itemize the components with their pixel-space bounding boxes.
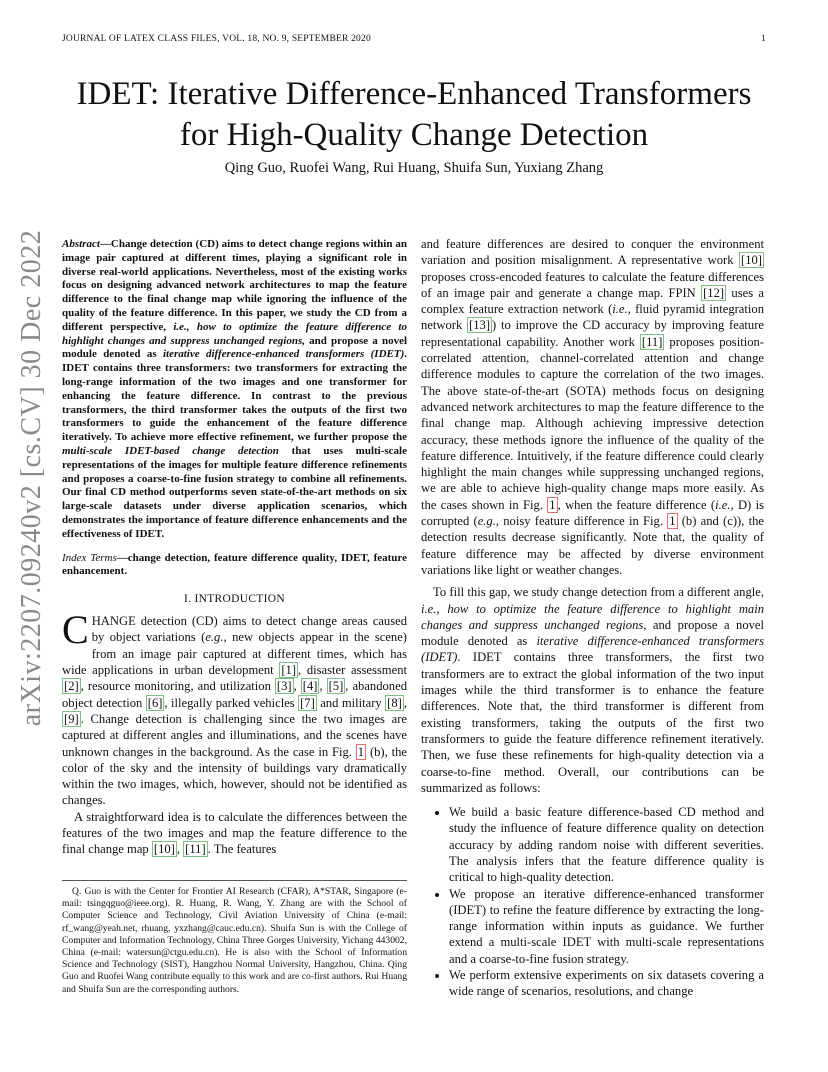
contribution-item: • We propose an iterative difference-enhanced transformer (IDET) to refine the feature difference by extracting the long-range information within inputs as guidance. We further extend a multi-scale IDET with multi-scale representations and a coarse-to-fine fusion strategy.: [449, 886, 764, 967]
intro-text: and military: [316, 695, 386, 710]
arxiv-id: arXiv:2207.09240v2 [cs.CV] 30 Dec 2022: [16, 229, 47, 727]
citation-link[interactable]: [2]: [64, 679, 79, 694]
body-text: , D) is corrupted (: [421, 497, 764, 529]
contribution-item: • We perform extensive experiments on six datasets covering a wide range of scenarios, resolutions, and change: [449, 967, 764, 1000]
citation-link[interactable]: [10]: [741, 253, 762, 268]
intro-text: ,: [176, 842, 184, 857]
citation-link[interactable]: [4]: [302, 679, 318, 694]
intro-text: . The features: [207, 842, 277, 857]
intro-text: HANGE detection (CD) aims to detect change areas caused by object variations (: [91, 614, 407, 645]
intro-text: ,: [319, 679, 327, 694]
abstract-label: Abstract: [62, 238, 100, 250]
body-how: how to optimize the feature difference to highlight main changes and suppress unchanged regions,: [421, 601, 765, 632]
body-ie: i.e.: [421, 601, 437, 616]
intro-text: A straightforward idea is to calculate the differences between the features of the two images and map the feature difference to the final change map: [62, 809, 407, 857]
abstract-ie: i.e.,: [173, 320, 190, 333]
intro-text: (b), the color of the sky and the intensity of buildings vary dramatically within the two images, which, however, should not be identified as changes.: [62, 744, 408, 808]
section-heading: I. INTRODUCTION: [184, 593, 285, 606]
arxiv-stamp: [12, 229, 52, 727]
drop-cap: C: [62, 607, 89, 653]
intro-paragraph-2: [62, 809, 407, 858]
body-text: and propose a novel module denoted as: [421, 617, 764, 649]
citation-link[interactable]: [12]: [703, 285, 725, 300]
body-eg: e.g.: [477, 514, 496, 529]
contribution-list: [421, 804, 764, 1000]
citation-link[interactable]: [1]: [281, 663, 297, 678]
citation-link[interactable]: [7]: [300, 695, 315, 710]
abstract-text-4: that uses multi-scale representations of the images for multiple feature difference refinements and proposes a coarse-to-fine fusion strategy to combine all refinements. Our final CD method outperforms seven state-of-the-art methods on six large-scale datasets under diverse application scenarios, which demonstrates the importance of feature difference enhancements and the effectiveness of IDET.: [62, 444, 407, 540]
citation-link[interactable]: [6]: [147, 695, 163, 710]
footnote-text: Q. Guo is with the Center for Frontier AI Research (CFAR), A*STAR, Singapore (e-mail: tsingqguo@ieee.org). R. Huang, R. Wang, Y. Zhang are with the School of Computer Science and Technology, Civil Aviation University of China (e-mail: rf_wang@yeah.net, rhuang, yxzhang@cauc.edu.cn). Shuifa Sun is with the College of Computer and Information Technology, China Three Gorges University, Yichang 443002, China (e-mail: watersun@ctgu.edu.cn). He is also with the School of Information Science and Technology (SIST), Hangzhou Normal University, Hangzhou, China. Qing Guo and Ruofei Wang contribute equally to this work and are co-first authors. Rui Huang and Shuifa Sun are the corresponding authors.: [62, 886, 407, 995]
body-text: ) to improve the CD accuracy by improving feature representational capability. Another work: [421, 318, 764, 349]
abstract-how: how to optimize the feature difference to highlight changes and suppress unchanged regions,: [62, 320, 407, 347]
intro-text: . Change detection is challenging since the two images are captured at different angles and illuminations, and the scenes have unknown changes in the background. As the case in Fig.: [62, 711, 407, 759]
index-terms-text: —change detection, feature difference quality, IDET, feature enhancement.: [62, 551, 407, 578]
body-text: and feature differences are desired to conquer the environment variation and position misalignment. A representative work: [421, 237, 764, 268]
right-paragraph-1: [421, 236, 764, 578]
intro-text: , illegally parked vehicles: [164, 695, 299, 710]
body-text: (b) and (c)), the detection results decrease significantly. Note that, the quality of feature difference may be affected by diverse environment variations like light or weather changes.: [421, 514, 764, 577]
intro-text: , resource monitoring, and utilization: [80, 679, 275, 694]
body-text: proposes position-correlated attention, channel-correlated attention and change difference modules to capture the correlation of the two images. The above state-of-the-art (SOTA) methods focus on designing advanced network architectures to map the feature difference to the final change map. Although achieving impressive detection accuracy, these methods ignore the influence of the quality of the feature difference. Intuitively, if the feature difference could clearly highlight the main changes while suppressing unchanged regions, we are able to achieve high-quality change maps more easily. As the cases shown in Fig.: [421, 334, 764, 512]
figure-link[interactable]: 1: [357, 744, 365, 759]
abstract-text: —Change detection (CD) aims to detect change regions within an image pair captured at different times, playing a significant role in diverse real-world applications. Nevertheless, most of the existing works focus on designing advanced network architectures to map the feature difference to the final change map while ignoring the influence of the quality of the feature difference. In this paper, we study the CD from a different perspective,: [62, 238, 407, 333]
abstract-text-3: . IDET contains three transformers: two transformers for extracting the long-range information of the two images and one transformer for enhancing the feature difference. In contrast to the previous transformers, the third transformer takes the outputs of the first two transformers to guide the enhancement of the feature difference iteratively. To achieve more effective refinement, we further propose the: [62, 348, 407, 444]
citation-link[interactable]: [11]: [641, 334, 663, 349]
body-text: , fluid pyramid integration network: [421, 302, 764, 333]
body-text: , noisy feature difference in Fig.: [495, 514, 668, 529]
contribution-item: • We build a basic feature difference-based CD method and study the influence of feature difference quality on detection accuracy by adding random noise with different severities. The analysis infers that the feature difference quality is critical to high-quality detection.: [449, 804, 764, 885]
page-number: 1: [761, 34, 766, 44]
citation-link[interactable]: [8]: [387, 695, 402, 710]
author-list: Qing Guo, Ruofei Wang, Rui Huang, Shuifa Sun, Yuxiang Zhang: [224, 160, 604, 176]
intro-paragraph-1: [62, 607, 408, 809]
citation-link[interactable]: [3]: [276, 679, 292, 694]
title-line-2: for High-Quality Change Detection: [179, 117, 649, 153]
right-column: [421, 236, 764, 1000]
intro-text: ,: [403, 695, 407, 710]
abstract-idet: iterative difference-enhanced transformers (IDET): [162, 348, 405, 361]
citation-link[interactable]: [9]: [64, 711, 79, 726]
body-text: To fill this gap, we study change detection from a different angle,: [433, 585, 764, 600]
body-text: ,: [436, 601, 448, 616]
body-text: uses a complex feature extraction network (: [421, 285, 765, 317]
intro-eg: e.g.: [205, 630, 224, 645]
intro-text: , abandoned object detection: [62, 679, 407, 710]
citation-link[interactable]: [13]: [469, 318, 491, 333]
index-terms: [62, 552, 407, 580]
intro-text: , disaster assessment: [298, 663, 407, 678]
citation-link[interactable]: [10]: [153, 842, 175, 857]
title-line-1: IDET: Iterative Difference-Enhanced Transformers: [76, 76, 752, 112]
body-ie: i.e.: [612, 302, 628, 317]
abstract-ms: multi-scale IDET-based change detection: [62, 444, 279, 457]
right-paragraph-2: [421, 584, 764, 796]
body-ie: i.e.: [715, 497, 731, 512]
body-text: , when the feature difference (: [557, 497, 716, 512]
abstract-text-2: and propose a novel module denoted as: [62, 334, 408, 361]
figure-link[interactable]: 1: [669, 514, 676, 529]
intro-text: ,: [293, 679, 301, 694]
figure-link[interactable]: 1: [549, 497, 556, 512]
left-column: [62, 238, 407, 858]
journal-name: JOURNAL OF LATEX CLASS FILES, VOL. 18, NO. 9, SEPTEMBER 2020: [62, 34, 371, 44]
running-header: [62, 34, 766, 44]
paper-title: [40, 74, 788, 156]
intro-text: , new objects appear in the scene) from an image pair captured at different times, which has wide applications in urban development: [62, 630, 407, 678]
index-terms-label: Index Terms: [62, 551, 117, 564]
affiliation-footnote: [62, 880, 407, 996]
abstract: [62, 238, 407, 542]
body-text: . IDET contains three transformers, the first two transformers are to extract the global information of the two input images while the third transformer is to enhance the feature differences. Note that, the third transformer is different from existing transformers, taking the outputs of the first two transformers to guide the feature difference refinement iteratively. Then, we fuse these refinements for high-quality detection via a coarse-to-fine method. Overall, our contributions can be summarized as follows:: [421, 650, 764, 795]
citation-link[interactable]: [5]: [328, 679, 344, 694]
citation-link[interactable]: [11]: [185, 842, 206, 857]
body-text: proposes cross-encoded features to calculate the feature differences of an image pair and generate a change map. FPIN: [421, 269, 764, 300]
body-idet: iterative difference-enhanced transformers (IDET): [421, 634, 765, 665]
